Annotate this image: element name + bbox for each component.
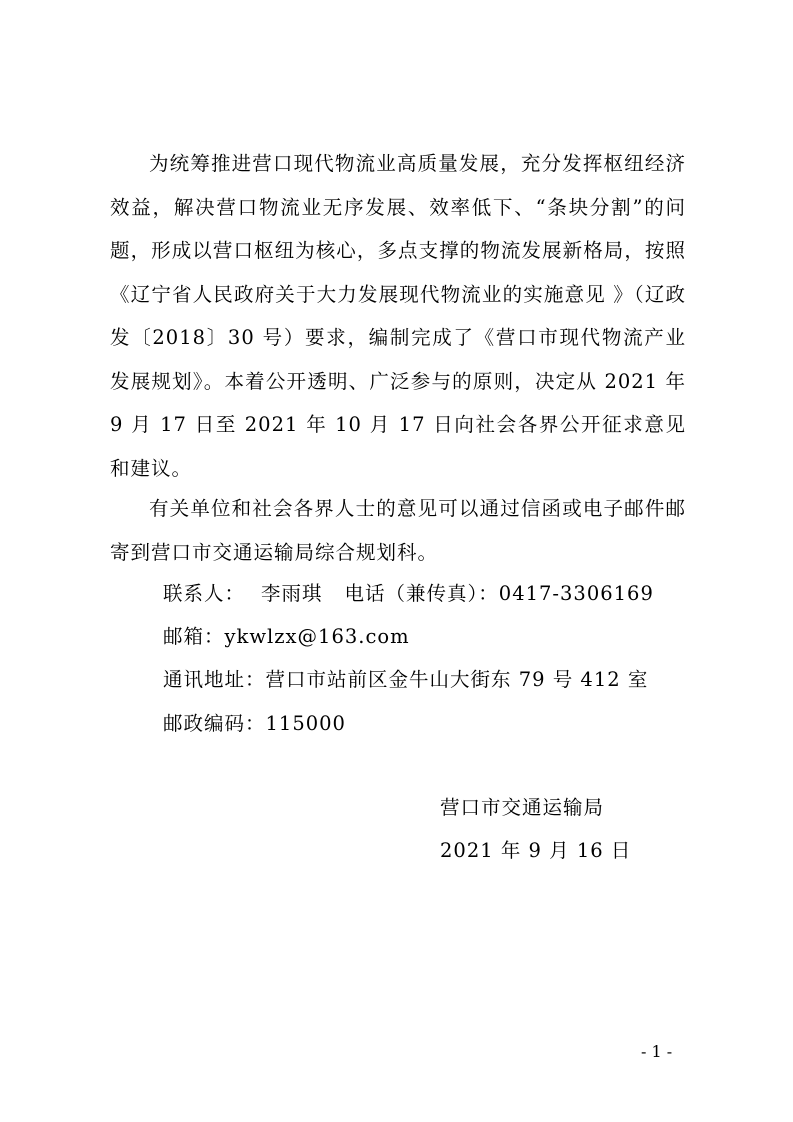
- contact-phone-value: 0417-3306169: [498, 582, 654, 605]
- email-label: 邮箱：: [163, 625, 225, 648]
- address-line: [163, 665, 648, 695]
- address-label: 通讯地址：: [163, 668, 266, 691]
- postcode-label: 邮政编码：: [163, 712, 266, 735]
- notice-paragraph-submission: 有关单位和社会各界人士的意见可以通过信函或电子邮件邮寄到营口市交通运输局综合规划科。: [110, 497, 686, 564]
- contact-line: [163, 579, 654, 609]
- signature-organization: 营口市交通运输局: [440, 796, 605, 819]
- address-value: 营口市站前区金牛山大街东 79 号 412 室: [265, 668, 649, 691]
- email-line: [163, 622, 410, 652]
- signature-date: 2021 年 9 月 16 日: [440, 839, 632, 862]
- contact-phone-label: 电话（兼传真）：: [344, 582, 499, 605]
- email-value: ykwlzx@163.com: [224, 625, 410, 648]
- notice-paragraph-main: 为统筹推进营口现代物流业高质量发展，充分发挥枢纽经济效益，解决营口物流业无序发展、效率低下、“条块分割”的问题，形成以营口枢纽为核心，多点支撑的物流发展新格局，按照《辽宁省人民政府关于大力发展现代物流业的实施意见 》（辽政发〔2018〕30 号）要求，编制完成了《营口市现代物流产业发展规划》。本着公开透明、广泛参与的原则，决定从 2021 年 9 月 17 日至 2021 年 10 月 17 日向社会各界公开征求意见和建议。: [110, 152, 686, 480]
- contact-person-name: 李雨琪: [261, 582, 323, 605]
- postcode-line: [163, 709, 346, 739]
- page-number: - 1 -: [641, 1042, 673, 1061]
- contact-person-label: 联系人：: [163, 582, 246, 605]
- postcode-value: 115000: [265, 712, 346, 735]
